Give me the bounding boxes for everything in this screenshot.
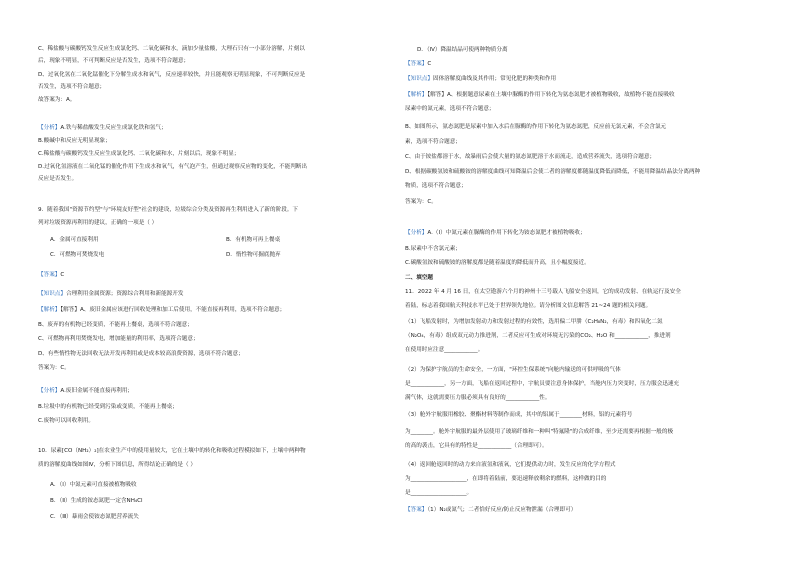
q10-solution-line: 素，选项不符合题意； (405, 139, 461, 145)
q8-text-line: 故答案为：A。 (38, 97, 76, 103)
q9-option-a: A．金属可直接利用 (50, 237, 99, 243)
q11-answer: 【答案】（1）N₂或氮气；二者恰好反应/防止反应物泄漏（合理即可） (405, 507, 577, 513)
q9-analysis-line: C.废物可以回收利用。 (38, 418, 95, 424)
right-column (405, 0, 761, 562)
q10-analysis-line: C.碳酸氢铵和硫酸铵的溶解度都是随着温度的降低而升高，且小幅度接近。 (405, 260, 590, 266)
q8-analysis-line: C.稀盐酸与碳酸钙发生反应生成氯化钙、二氧化碳和水，片刻以后，现象不明显； (38, 151, 240, 157)
left-column (38, 0, 394, 562)
analysis-tag: 【分析】 (405, 230, 428, 236)
q10-solution-line: 物质，选项不符合题意； (405, 183, 467, 189)
q10-solution-line: B、如图所示，氨态氮肥是尿素中加入水后在脲酶的作用下转化为氨态氮肥，反应前无氯元素，不会含氯元 (405, 124, 667, 130)
solution-tag: 【解析】 (38, 307, 61, 313)
q11-line: （2）为保护宇航员的生命安全，一方面，"环控生保系统"向舱内输送的可供呼吸的气体 (405, 367, 621, 373)
q11-line: 在使用时应注意____________。 (405, 347, 484, 353)
q10-stem-line: 10．尿素[CO（NH₂）₂]在农业生产中的使用量较大，它在土壤中的转化和吸收过程模拟如下，土壤中两种物 (38, 448, 306, 454)
q10-analysis-line: 【分析】A.（Ⅰ）中氮元素在脲酶的作用下转化为铵态氮肥才被植物吸收； (405, 230, 586, 236)
q8-text-line: 否发生，选项不符合题意； (38, 84, 106, 90)
q11-line: （N₂O₄，有毒）组成双元动力推进剂，二者反应可生成对环境无污染的CO₂、H₂O 和____________，推进剂 (405, 333, 671, 339)
q9-option-d: D．惰性物可掘底抛弃 (226, 252, 281, 258)
q8-text-line: D、过氧化氢在二氧化锰催化下分解生成水和氧气，反应速率较快，并且能观察无明显现象，不可判断反应是 (38, 72, 306, 78)
q8-text-line: C、稀盐酸与碳酸钙发生反应生成氯化钙、二氧化碳和水，滴加少量盐酸，大理石只有一小部分溶解，片刻以 (38, 46, 305, 52)
q9-answer: 【答案】C (38, 272, 65, 278)
q9-solution-line: D、有些惰性物无法回收无法开发再利用或是成本较高浪费资源，选项不符合题意； (38, 351, 244, 357)
q11-line: 是____________________。 (405, 490, 473, 496)
q10-answer: 【答案】C (405, 61, 432, 67)
q8-text-line: 后，现象不明显，不可判断反应是否发生，选项不符合题意； (38, 58, 190, 64)
section-heading: 二、填空题 (405, 275, 433, 281)
q10-solution-line: 答案为：C。 (405, 199, 437, 205)
q8-analysis-line: D.过氧化氢溶液在二氧化锰的催化作用下生成水和氧气，有气泡产生，但通过观察反应物的变化，不能判断出 (38, 164, 307, 170)
q11-line: 为________。舱外宇航服的最外层使用了玻璃纤维和一种叫"特氟隆"的合成纤维，至少还需要再根据一般的极 (405, 429, 674, 435)
q11-line: 11．2022 年 4 月 16 日，在太空遨游六个月的神州十三号载人飞船安全返回，它的成功发射、在轨运行及安全 (405, 289, 681, 295)
q9-solution-line: C、可燃物再利用焚烧发电，增加能量的利用率，选项符合题意； (38, 336, 199, 342)
q10-solution-line: 尿素中的氮元素，选项不符合题意； (405, 106, 495, 112)
knowledge-tag: 【知识点】 (38, 291, 66, 297)
q11-line: （4）返回舱返回时的动力来自液氢和液氧，它们提供动力时，发生反应的化学方程式 (405, 462, 616, 468)
q11-line: 的高的袭击，它具有的特性是____________（合理即可）。 (405, 443, 548, 449)
knowledge-tag: 【知识点】 (405, 76, 433, 82)
q11-line: （3）舱外宇航服用橡胶、聚酯材料等制作而成，其中的铝属于________材料，铝的元素符号 (405, 412, 633, 418)
q9-analysis-line: B.垃圾中的有机物已经受到污染或变质，不能再上餐桌； (38, 404, 178, 410)
analysis-tag: 【分析】 (38, 388, 61, 394)
q10-stem-line: 质的溶解度曲线如图Ⅳ，分析下图信息，所得结论正确的是（ ） (38, 462, 196, 468)
q8-analysis-line: B.酸碱中和反应无明显现象； (38, 138, 111, 144)
q8-analysis-line: 反应是否发生。 (38, 176, 78, 182)
q10-analysis-line: B.尿素中不含氯元素； (405, 246, 461, 252)
q11-line: 满气体，这就需要压力服必须具有良好的____________性。 (405, 395, 551, 401)
q10-option-c: C．（Ⅲ）暴雨会使铵态氮肥营养流失 (50, 514, 139, 520)
q9-option-b: B．有机物可再上餐桌 (226, 237, 281, 243)
q10-knowledge: 【知识点】固体溶解度曲线及其作用；常见化肥的种类和作用 (405, 76, 557, 82)
q9-knowledge: 【知识点】合理利用金属资源；资源综合利用和新能源开发 (38, 291, 184, 297)
answer-tag: 【答案】 (405, 61, 428, 67)
q10-option-d: D．（Ⅳ）降温结晶可使两种物质分离 (417, 47, 508, 53)
answer-tag: 【答案】 (38, 272, 61, 278)
q9-solution-line: B、废弃的有机物已经变质，不能再上餐桌，选项不符合题意； (38, 322, 193, 328)
q10-solution-line: C、由于铵盐都溶于水，故暴雨后会使大量的氨态氮肥溶于水而流走，造成营养流失，选项符合题意； (405, 154, 656, 160)
q9-stem-line: 9．随着我国"资源节约型"与"环境友好型"社会的建设，垃圾综合分类及资源再生利用进入了新的阶段。下 (38, 207, 298, 213)
q11-line: 为____________________，在即将着陆前，要迅速释放剩余的燃料，这样做的目的 (405, 476, 607, 482)
q11-line: 是____________，另一方面，飞船在返回过程中，宇航员要注意身体保护，当舱内压力突变时，压力服会迅速充 (405, 381, 680, 387)
q11-line: 着陆，标志着我国航天科技水平已处于世界领先地位。请分析图文信息解答 21~24 题的相关问题。 (405, 303, 652, 309)
analysis-tag: 【分析】 (38, 125, 61, 131)
q8-analysis-line: 【分析】A.铁与稀盐酸发生反应生成氯化铁和氢气； (38, 125, 167, 131)
answer-tag: 【答案】 (405, 507, 428, 513)
q9-solution-line: 【解析】【解答】A、废旧金属应该进行回收处理和加工后使用，不能直接再利用，选项不符合题意； (38, 307, 286, 313)
q9-analysis-line: 【分析】A.废旧金属不能直接再利用； (38, 388, 134, 394)
q10-solution-line: 【解析】【解答】A、根据题意尿素在土壤中脲酶的作用下转化为氨态氮肥才被植物吸收，故植物不能直接吸收 (405, 92, 675, 98)
q9-solution-line: 答案为：C。 (38, 365, 70, 371)
q9-stem-line: 列对垃圾资源再利用的建议，正确的一项是（ ） (38, 220, 158, 226)
q10-option-b: B．（Ⅱ）生成的铵态氮肥一定含NH₄Cl (50, 498, 143, 504)
solution-tag: 【解析】 (405, 92, 428, 98)
q9-option-c: C．可燃物可焚烧发电 (50, 252, 105, 258)
q11-line: （1）飞船发射时，为增加发射动力和发射过程的有效性，选用偏二甲肼（C₂H₈N₂，有毒）和四氧化二氮 (405, 319, 663, 325)
q10-solution-line: D、根据碳酸氢铵和硫酸铵的溶解度曲线可知降温后会使二者的溶解度都随温度降低而降低，不能用降温结晶法分离两种 (405, 169, 701, 175)
q10-option-a: A．（Ⅰ）中氮元素可直接被植物吸收 (50, 482, 137, 488)
